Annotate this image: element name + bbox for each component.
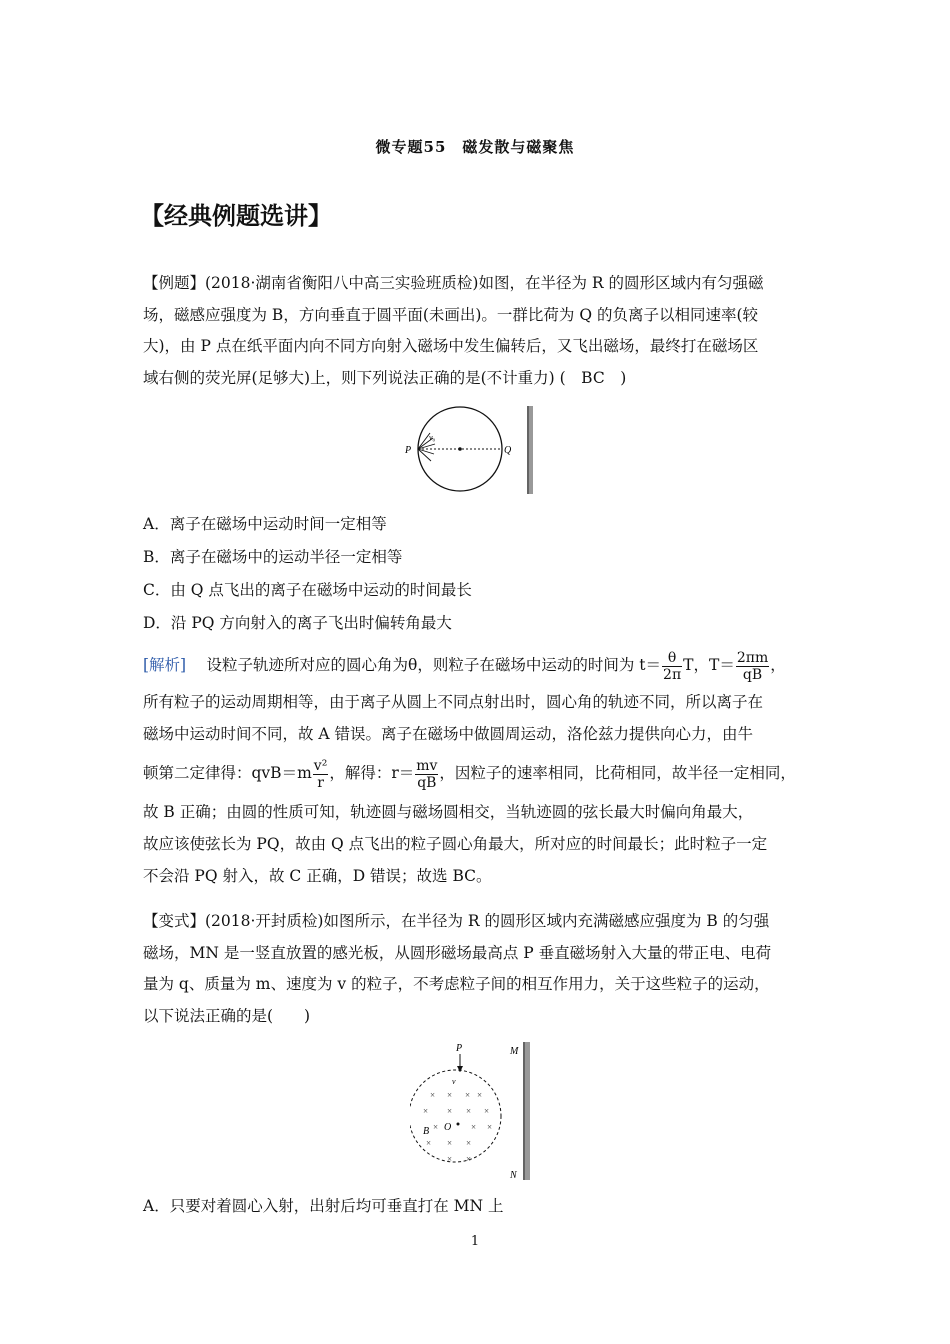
- label-Q: Q: [504, 445, 512, 456]
- point-P: [459, 1069, 462, 1072]
- fraction-den: qB: [417, 774, 437, 791]
- label-M: M: [510, 1046, 519, 1057]
- analysis-line: [143, 750, 808, 796]
- cross-mark: ×: [447, 1090, 453, 1100]
- analysis-text: ，: [770, 656, 786, 674]
- screen-hatching: [529, 406, 533, 494]
- label-O: O: [444, 1122, 452, 1133]
- analysis-text: 顿第二定律得：qvB＝m: [143, 764, 312, 782]
- analysis-tag: [解析]: [143, 656, 187, 674]
- cross-mark: ×: [430, 1090, 436, 1100]
- analysis-text: ，解得：r＝: [329, 764, 415, 782]
- fraction: [736, 650, 769, 683]
- label-P: P: [456, 1043, 463, 1054]
- example-line: 大)，由 P 点在纸平面内向不同方向射入磁场中发生偏转后，又飞出磁场，最终打在磁场区: [143, 337, 759, 355]
- cross-mark: ×: [466, 1106, 472, 1116]
- analysis-text: 设粒子轨迹所对应的圆心角为θ，则粒子在磁场中运动的时间为 t＝: [206, 656, 662, 674]
- analysis-line: 故应该使弦长为 PQ，故由 Q 点飞出的粒子圆心角最大，所对应的时间最长；此时粒子一定: [143, 835, 768, 853]
- label-v0: v₀: [429, 433, 436, 442]
- cross-mark: ×: [466, 1154, 472, 1164]
- analysis-block: [143, 644, 808, 892]
- fraction: [662, 650, 682, 683]
- cross-mark: ×: [477, 1090, 483, 1100]
- field-crosses: [423, 1090, 492, 1164]
- cross-mark: ×: [426, 1138, 432, 1148]
- page-number: 1: [470, 1234, 480, 1249]
- example-line: 场，磁感应强度为 B，方向垂直于圆平面(未画出)。一群比荷为 Q 的负离子以相同速率(较: [143, 305, 759, 324]
- analysis-line: 磁场中运动时间不同，故 A 错误。离子在磁场中做圆周运动，洛伦兹力提供向心力，由牛: [143, 725, 754, 743]
- example-figure: [400, 402, 550, 498]
- analysis-line: 不会沿 PQ 射入，故 C 正确，D 错误；故选 BC。: [143, 867, 492, 885]
- analysis-line: 故 B 正确；由圆的性质可知，轨迹圆与磁场圆相交，当轨迹圆的弦长最大时偏向角最大，: [143, 803, 754, 821]
- label-P: P: [405, 445, 412, 456]
- label-B: B: [423, 1126, 430, 1137]
- cross-mark: ×: [447, 1106, 453, 1116]
- plate-hatching: [525, 1042, 530, 1180]
- analysis-text: T，T＝: [683, 656, 735, 674]
- label-v: v: [452, 1077, 456, 1086]
- fraction-den: r: [317, 774, 324, 791]
- option-d: D．沿 PQ 方向射入的离子飞出时偏转角最大: [143, 614, 452, 632]
- option-a: A．离子在磁场中运动时间一定相等: [143, 515, 387, 533]
- example-question: [143, 268, 808, 394]
- example-line: 【例题】(2018·湖南省衡阳八中高三实验班质检)如图，在半径为 R 的圆形区域内有匀强磁: [143, 274, 764, 292]
- page-title: 微专题55 磁发散与磁聚焦: [375, 138, 575, 156]
- cross-mark: ×: [487, 1122, 493, 1132]
- cross-mark: ×: [423, 1106, 429, 1116]
- analysis-line: 所有粒子的运动周期相等，由于离子从圆上不同点射出时，圆心角的轨迹不同，所以离子在: [143, 693, 764, 711]
- fraction-num: θ: [662, 650, 682, 667]
- cross-mark: ×: [484, 1106, 490, 1116]
- cross-mark: ×: [471, 1122, 477, 1132]
- fraction-num: 2πm: [736, 649, 769, 666]
- variant-line: 量为 q、质量为 m、速度为 v 的粒子，不考虑粒子间的相互作用力，关于这些粒子的运动，: [143, 975, 770, 993]
- variant-option-a: A．只要对着圆心入射，出射后均可垂直打在 MN 上: [143, 1197, 504, 1215]
- fraction-den: qB: [742, 666, 763, 683]
- label-N: N: [510, 1170, 517, 1181]
- fraction-den: 2π: [663, 666, 682, 683]
- option-c: C．由 Q 点飞出的离子在磁场中运动的时间最长: [143, 581, 472, 599]
- option-b: B．离子在磁场中的运动半径一定相等: [143, 548, 403, 566]
- cross-mark: ×: [465, 1090, 471, 1100]
- example-line: 域右侧的荧光屏(足够大)上，则下列说法正确的是(不计重力) ( BC ): [143, 368, 627, 387]
- section-heading: 【经典例题选讲】: [140, 202, 332, 230]
- cross-mark: ×: [447, 1138, 453, 1148]
- fraction-num: mv: [416, 757, 438, 774]
- fraction: [313, 758, 329, 791]
- analysis-line: [143, 644, 808, 686]
- cross-mark: ×: [433, 1122, 439, 1132]
- cross-mark: ×: [466, 1138, 472, 1148]
- variant-line: 【变式】(2018·开封质检)如图所示，在半径为 R 的圆形区域内充满磁感应强度为 B 的匀强: [143, 912, 770, 930]
- fraction: [415, 758, 438, 791]
- variant-line: 磁场，MN 是一竖直放置的感光板，从圆形磁场最高点 P 垂直磁场射入大量的带正电、电荷: [143, 943, 772, 962]
- circle-center-dot: [457, 1123, 460, 1126]
- cross-mark: ×: [447, 1154, 453, 1164]
- circle-center-dot: [458, 447, 462, 451]
- variant-line: 以下说法正确的是( ): [143, 1006, 311, 1025]
- analysis-text: ，因粒子的速率相同，比荷相同，故半径一定相同，: [439, 764, 796, 782]
- fraction-num: v²: [313, 757, 328, 774]
- variant-figure: [410, 1038, 545, 1186]
- variant-question: [143, 906, 808, 1032]
